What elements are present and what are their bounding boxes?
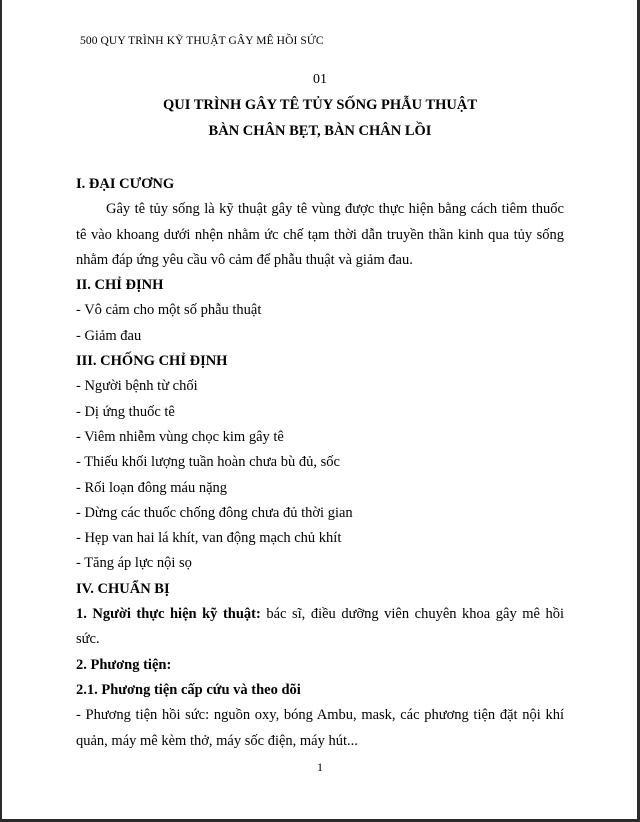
list-item: - Thiếu khối lượng tuần hoàn chưa bù đủ, sốc	[76, 454, 340, 471]
list-item: - Người bệnh từ chối	[76, 378, 198, 395]
title-line-1: QUI TRÌNH GÂY TÊ TỦY SỐNG PHẪU THUẬT	[162, 97, 478, 113]
document-body	[76, 172, 564, 754]
heading-dai-cuong: I. ĐẠI CƯƠNG	[76, 176, 175, 192]
paragraph-line: Gây tê tủy sống là kỹ thuật gây tê vùng được thực hiện bằng cách tiêm thuốc	[106, 201, 564, 218]
inline-bold-label: 1. Người thực hiện kỹ thuật:	[76, 606, 261, 623]
paragraph-line: nhằm đáp ứng yêu cầu vô cảm để phẫu thuật và giảm đau.	[76, 251, 413, 268]
heading-chuan-bi: IV. CHUẨN BỊ	[76, 580, 170, 597]
page-number: 1	[317, 760, 323, 774]
list-item: - Hẹp van hai lá khít, van động mạch chủ khít	[76, 530, 342, 547]
list-item: - Viêm nhiễm vùng chọc kim gây tê	[76, 428, 284, 445]
inline-text: bác sĩ, điều dưỡng viên chuyên khoa gây mê hồi	[260, 606, 564, 623]
paragraph-line: quản, máy mê kèm thở, máy sốc điện, máy hút...	[76, 732, 358, 749]
paragraph-line: - Phương tiện hồi sức: nguồn oxy, bóng Ambu, mask, các phương tiện đặt nội khí	[76, 707, 564, 724]
title-line-2: BÀN CHÂN BẸT, BÀN CHÂN LỒI	[208, 123, 432, 139]
list-item: - Vô cảm cho một số phẫu thuật	[76, 302, 262, 319]
list-item: - Dị ứng thuốc tê	[76, 403, 175, 420]
list-item: - Dừng các thuốc chống đông chưa đủ thời gian	[76, 504, 353, 521]
subheading-cap-cuu: 2.1. Phương tiện cấp cứu và theo dõi	[76, 681, 301, 698]
list-item: - Rối loạn đông máu nặng	[76, 479, 228, 496]
paragraph-line	[76, 602, 564, 627]
heading-chi-dinh: II. CHỈ ĐỊNH	[76, 277, 164, 294]
subheading-phuong-tien: 2. Phương tiện:	[76, 656, 172, 673]
section-number: 01	[313, 72, 327, 87]
running-header: 500 QUY TRÌNH KỸ THUẬT GÂY MÊ HỒI SỨC	[80, 35, 324, 47]
paragraph-line: tê vào khoang dưới nhện nhằm ức chế tạm thời dẫn truyền thần kinh qua tủy sống	[76, 226, 564, 243]
list-item: - Tăng áp lực nội sọ	[76, 555, 192, 572]
list-item: - Giảm đau	[76, 327, 142, 344]
heading-chong-chi-dinh: III. CHỐNG CHỈ ĐỊNH	[76, 353, 228, 370]
paragraph-line: sức.	[76, 631, 100, 648]
